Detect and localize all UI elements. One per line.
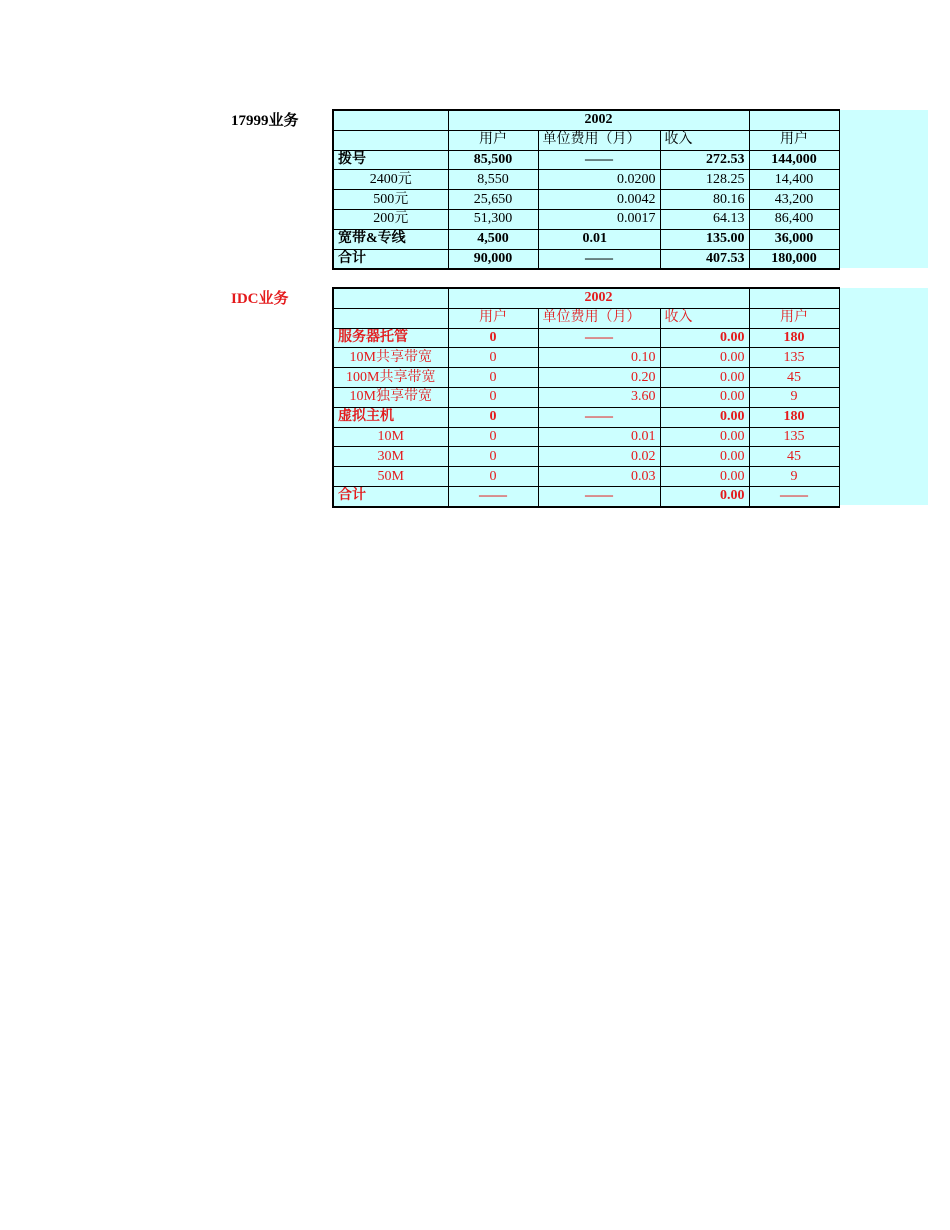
cell-revenue: 0.00 [660, 427, 749, 447]
table-row-header [333, 130, 839, 150]
col-header-revenue: 收入 [660, 308, 749, 328]
table-row [333, 229, 839, 249]
row-label: 拨号 [333, 150, 448, 170]
cell-unit-fee: —— [538, 486, 660, 506]
row-label: 合计 [333, 249, 448, 269]
table-row [333, 209, 839, 229]
cell-users-next: 180 [749, 328, 839, 348]
empty-cell [749, 110, 839, 130]
empty-cell [749, 288, 839, 308]
cell-users: 0 [448, 387, 538, 407]
table-row [333, 170, 839, 190]
cell-users-next: —— [749, 486, 839, 506]
row-label: 10M [333, 427, 448, 447]
table-row [333, 387, 839, 407]
empty-cell [333, 308, 448, 328]
table-17999 [332, 109, 840, 270]
table-row [333, 467, 839, 487]
cell-unit-fee: 0.0042 [538, 190, 660, 210]
col-header-users: 用户 [448, 130, 538, 150]
cell-revenue: 0.00 [660, 328, 749, 348]
table-row-header [333, 308, 839, 328]
cell-users: 0 [448, 407, 538, 427]
row-label: 服务器托管 [333, 328, 448, 348]
cell-users-next: 14,400 [749, 170, 839, 190]
row-label: 30M [333, 447, 448, 467]
cell-unit-fee: 0.02 [538, 447, 660, 467]
cell-unit-fee: 0.20 [538, 368, 660, 388]
table-row-year [333, 288, 839, 308]
cell-revenue: 0.00 [660, 486, 749, 506]
cell-users: 0 [448, 427, 538, 447]
cell-unit-fee: 0.0200 [538, 170, 660, 190]
table-row [333, 368, 839, 388]
empty-cell [333, 110, 448, 130]
row-label: 500元 [333, 190, 448, 210]
cell-users: 8,550 [448, 170, 538, 190]
cell-users: 4,500 [448, 229, 538, 249]
cell-users: 0 [448, 447, 538, 467]
cell-revenue: 135.00 [660, 229, 749, 249]
cell-revenue: 64.13 [660, 209, 749, 229]
section-title-17999: 17999业务 [231, 113, 299, 129]
cell-unit-fee: 0.01 [538, 427, 660, 447]
cell-users: 0 [448, 348, 538, 368]
table-row [333, 348, 839, 368]
row-label: 10M共享带宽 [333, 348, 448, 368]
col-header-unit-fee: 单位费用（月） [538, 308, 660, 328]
cell-users-next: 36,000 [749, 229, 839, 249]
row-label: 合计 [333, 486, 448, 506]
table-row [333, 407, 839, 427]
cell-revenue: 128.25 [660, 170, 749, 190]
cell-unit-fee: —— [538, 407, 660, 427]
cell-unit-fee: 3.60 [538, 387, 660, 407]
col-header-revenue: 收入 [660, 130, 749, 150]
cell-unit-fee: —— [538, 150, 660, 170]
row-label: 10M独享带宽 [333, 387, 448, 407]
cell-revenue: 0.00 [660, 467, 749, 487]
col-header-users-next: 用户 [749, 308, 839, 328]
cell-users-next: 86,400 [749, 209, 839, 229]
cell-unit-fee: 0.03 [538, 467, 660, 487]
row-label: 虚拟主机 [333, 407, 448, 427]
table-row [333, 427, 839, 447]
cell-users: 51,300 [448, 209, 538, 229]
cell-users: 0 [448, 328, 538, 348]
cell-users-next: 135 [749, 348, 839, 368]
cell-users-next: 180,000 [749, 249, 839, 269]
table-row [333, 190, 839, 210]
table-row-total [333, 486, 839, 506]
cell-users-next: 144,000 [749, 150, 839, 170]
cell-revenue: 0.00 [660, 368, 749, 388]
table-row [333, 150, 839, 170]
col-header-unit-fee: 单位费用（月） [538, 130, 660, 150]
cell-revenue: 0.00 [660, 447, 749, 467]
cell-revenue: 0.00 [660, 387, 749, 407]
row-label: 100M共享带宽 [333, 368, 448, 388]
cell-users: 90,000 [448, 249, 538, 269]
cell-users-next: 45 [749, 447, 839, 467]
cell-users: —— [448, 486, 538, 506]
sheet-overflow-fill [838, 110, 928, 268]
sheet-overflow-fill [838, 288, 928, 505]
row-label: 2400元 [333, 170, 448, 190]
cell-revenue: 407.53 [660, 249, 749, 269]
cell-users-next: 9 [749, 467, 839, 487]
cell-revenue: 0.00 [660, 407, 749, 427]
empty-cell [333, 288, 448, 308]
cell-users-next: 180 [749, 407, 839, 427]
cell-revenue: 272.53 [660, 150, 749, 170]
cell-users: 0 [448, 368, 538, 388]
cell-users: 0 [448, 467, 538, 487]
section-title-idc: IDC业务 [231, 291, 289, 307]
table-row [333, 447, 839, 467]
year-header: 2002 [448, 110, 749, 130]
row-label: 200元 [333, 209, 448, 229]
cell-unit-fee: 0.01 [538, 229, 660, 249]
cell-users: 25,650 [448, 190, 538, 210]
cell-users-next: 9 [749, 387, 839, 407]
cell-revenue: 80.16 [660, 190, 749, 210]
year-header: 2002 [448, 288, 749, 308]
row-label: 宽带&专线 [333, 229, 448, 249]
table-row-year [333, 110, 839, 130]
table-row [333, 328, 839, 348]
table-row-total [333, 249, 839, 269]
col-header-users-next: 用户 [749, 130, 839, 150]
cell-unit-fee: 0.0017 [538, 209, 660, 229]
col-header-users: 用户 [448, 308, 538, 328]
cell-unit-fee: —— [538, 328, 660, 348]
table-idc [332, 287, 840, 508]
row-label: 50M [333, 467, 448, 487]
cell-revenue: 0.00 [660, 348, 749, 368]
cell-unit-fee: —— [538, 249, 660, 269]
cell-users-next: 43,200 [749, 190, 839, 210]
empty-cell [333, 130, 448, 150]
cell-users-next: 45 [749, 368, 839, 388]
cell-users-next: 135 [749, 427, 839, 447]
cell-users: 85,500 [448, 150, 538, 170]
cell-unit-fee: 0.10 [538, 348, 660, 368]
